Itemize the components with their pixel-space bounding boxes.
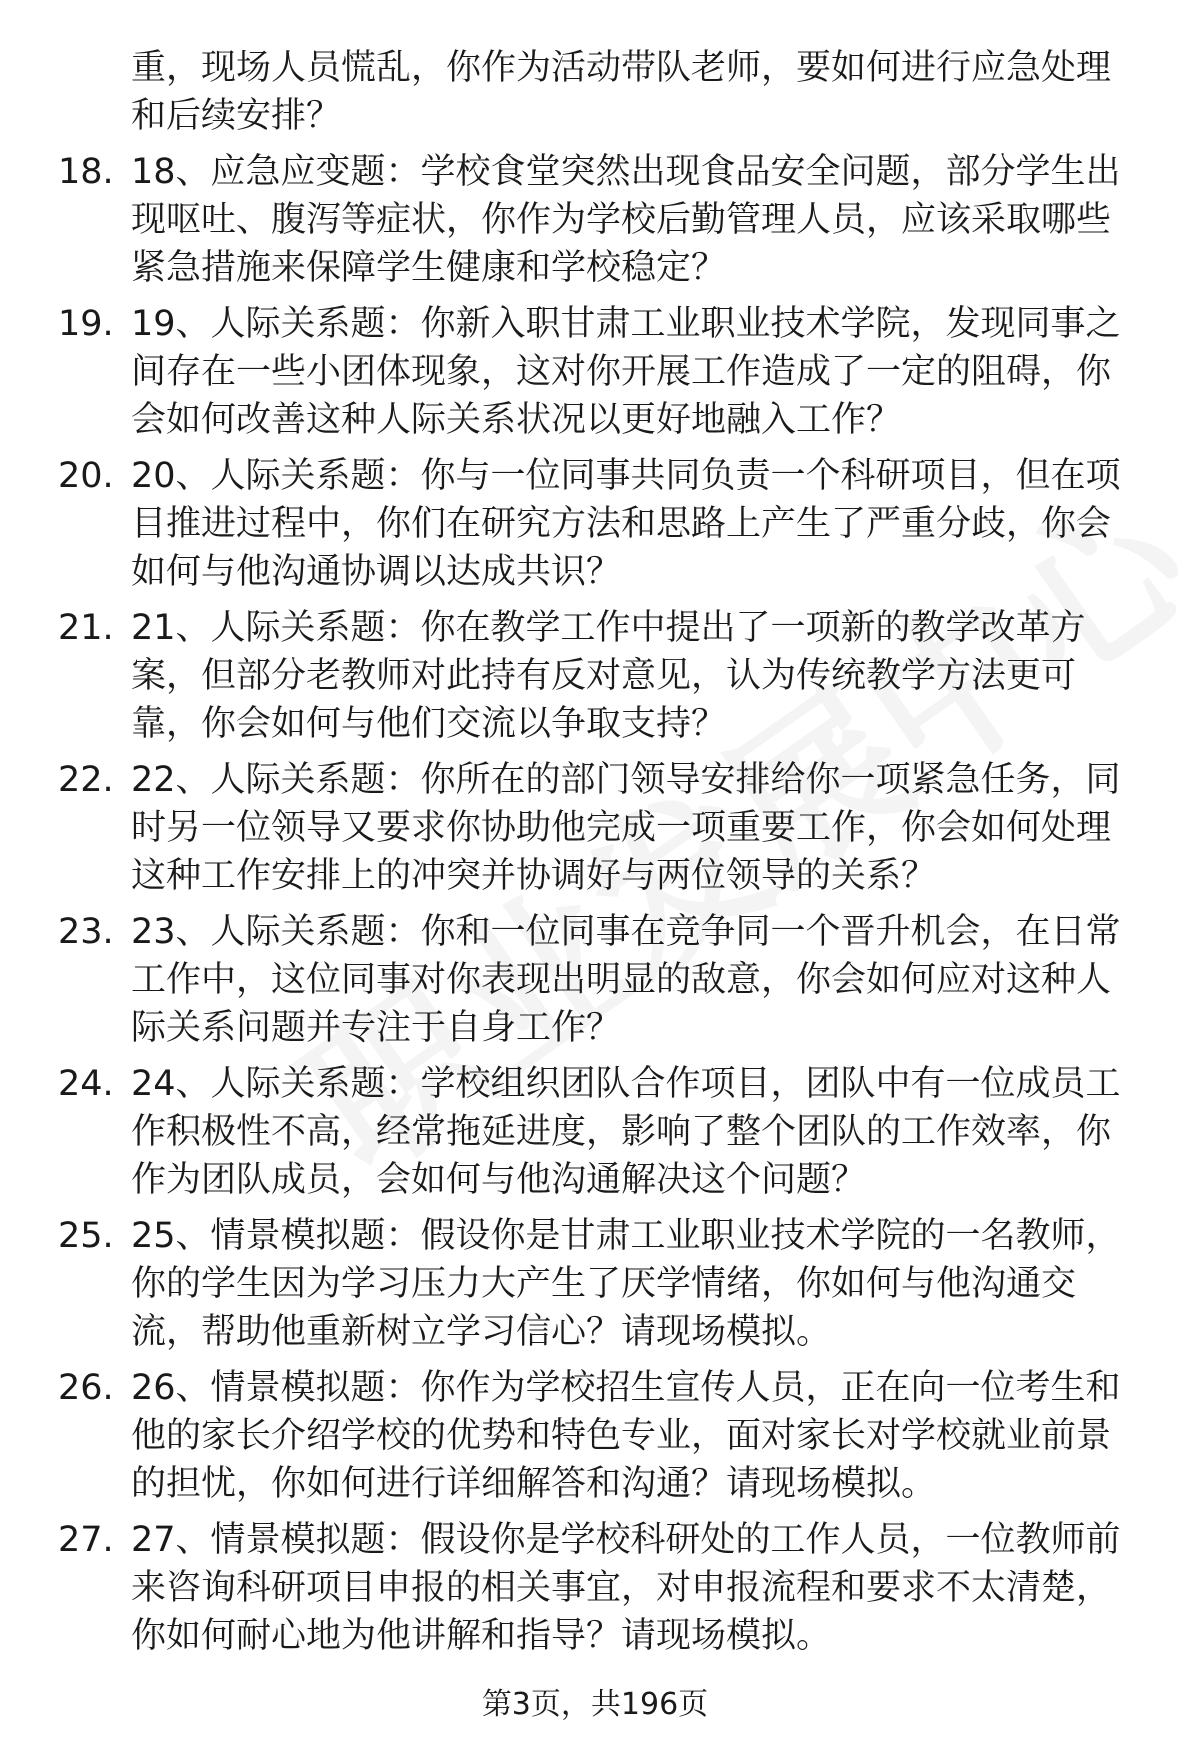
question-text: [131, 300, 1161, 444]
question-line: 案，但部分老教师对此持有反对意见，认为传统教学方法更可: [131, 656, 1077, 696]
question-line: 如何与他沟通协调以达成共识？: [131, 552, 622, 592]
continuation-text: [131, 44, 1161, 140]
question-number: 25.: [58, 1216, 114, 1256]
question-text: [131, 1212, 1161, 1356]
question-line: 23、人际关系题：你和一位同事在竞争同一个晋升机会，在日常: [131, 912, 1121, 952]
question-text: [131, 1364, 1161, 1508]
question-line: 19、人际关系题：你新入职甘肃工业职业技术学院，发现同事之: [131, 304, 1121, 344]
question-number: 20.: [58, 456, 114, 496]
question-item: [0, 148, 1190, 292]
question-number: 19.: [58, 304, 114, 344]
question-text: [131, 756, 1161, 900]
question-number: 22.: [58, 760, 114, 800]
question-item: [0, 452, 1190, 596]
page-footer: 第3页，共196页: [481, 1687, 709, 1722]
question-line: 18、应急应变题：学校食堂突然出现食品安全问题，部分学生出: [131, 152, 1121, 192]
question-line: 靠，你会如何与他们交流以争取支持？: [131, 704, 727, 744]
question-line: 时另一位领导又要求你协助他完成一项重要工作，你会如何处理: [131, 808, 1112, 848]
question-line: 会如何改善这种人际关系状况以更好地融入工作？: [131, 400, 902, 440]
question-number: 27.: [58, 1520, 114, 1560]
question-list: [0, 148, 1190, 1668]
question-line: 目推进过程中，你们在研究方法和思路上产生了严重分歧，你会: [131, 504, 1112, 544]
question-line: 作为团队成员，会如何与他沟通解决这个问题？: [131, 1160, 867, 1200]
continuation-line: 和后续安排？: [131, 96, 342, 136]
question-item: [0, 300, 1190, 444]
question-number: 18.: [58, 152, 114, 192]
question-line: 工作中，这位同事对你表现出明显的敌意，你会如何应对这种人: [131, 960, 1112, 1000]
question-text: [131, 1060, 1161, 1204]
question-text: [131, 908, 1161, 1052]
question-line: 20、人际关系题：你与一位同事共同负责一个科研项目，但在项: [131, 456, 1121, 496]
question-text: [131, 452, 1161, 596]
question-line: 27、情景模拟题：假设你是学校科研处的工作人员，一位教师前: [131, 1520, 1121, 1560]
question-item: [0, 1364, 1190, 1508]
question-item: [0, 1212, 1190, 1356]
question-item: [0, 1060, 1190, 1204]
question-line: 际关系问题并专注于自身工作？: [131, 1008, 622, 1048]
question-line: 22、人际关系题：你所在的部门领导安排给你一项紧急任务，同: [131, 760, 1121, 800]
question-line: 25、情景模拟题：假设你是甘肃工业职业技术学院的一名教师，: [131, 1216, 1121, 1256]
question-text: [131, 1516, 1161, 1660]
question-line: 这种工作安排上的冲突并协调好与两位领导的关系？: [131, 856, 937, 896]
continuation-line: 重，现场人员慌乱，你作为活动带队老师，要如何进行应急处理: [131, 48, 1112, 88]
question-line: 他的家长介绍学校的优势和特色专业，面对家长对学校就业前景: [131, 1416, 1112, 1456]
question-item: [0, 756, 1190, 900]
question-text: [131, 604, 1161, 748]
question-line: 21、人际关系题：你在教学工作中提出了一项新的教学改革方: [131, 608, 1086, 648]
question-item: [0, 604, 1190, 748]
question-line: 现呕吐、腹泻等症状，你作为学校后勤管理人员，应该采取哪些: [131, 200, 1112, 240]
question-line: 的担忧，你如何进行详细解答和沟通？请现场模拟。: [131, 1464, 937, 1504]
question-line: 24、人际关系题：学校组织团队合作项目，团队中有一位成员工: [131, 1064, 1121, 1104]
question-item: [0, 908, 1190, 1052]
question-number: 24.: [58, 1064, 114, 1104]
question-line: 26、情景模拟题：你作为学校招生宣传人员，正在向一位考生和: [131, 1368, 1121, 1408]
question-line: 你的学生因为学习压力大产生了厌学情绪，你如何与他沟通交: [131, 1264, 1077, 1304]
question-text: [131, 148, 1161, 292]
question-line: 紧急措施来保障学生健康和学校稳定？: [131, 248, 727, 288]
question-number: 21.: [58, 608, 114, 648]
question-line: 流，帮助他重新树立学习信心？请现场模拟。: [131, 1312, 832, 1352]
question-item: [0, 1516, 1190, 1660]
question-line: 来咨询科研项目申报的相关事宜，对申报流程和要求不太清楚，: [131, 1568, 1112, 1608]
question-line: 你如何耐心地为他讲解和指导？请现场模拟。: [131, 1616, 832, 1656]
question-number: 26.: [58, 1368, 114, 1408]
question-line: 间存在一些小团体现象，这对你开展工作造成了一定的阻碍，你: [131, 352, 1112, 392]
question-number: 23.: [58, 912, 114, 952]
question-line: 作积极性不高，经常拖延进度，影响了整个团队的工作效率，你: [131, 1112, 1112, 1152]
